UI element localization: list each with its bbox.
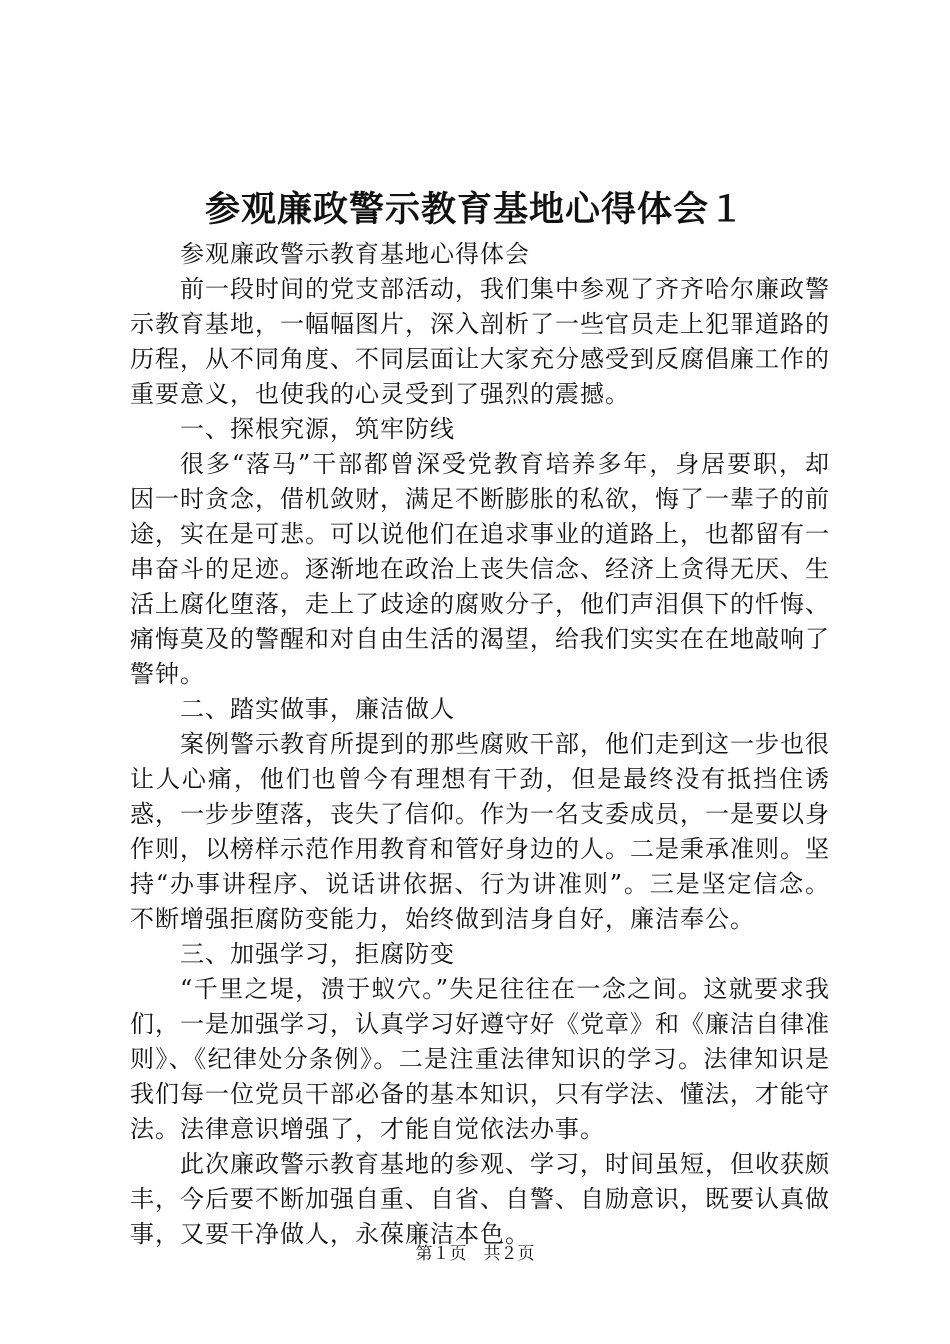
subtitle-paragraph: 参观廉政警示教育基地心得体会 (180, 240, 530, 268)
page-number-footer: 第１页 共２页 (415, 1244, 535, 1264)
section-heading-2: 二、踏实做事，廉洁做人 (180, 695, 455, 723)
conclusion-paragraph: 此次廉政警示教育基地的参观、学习，时间虽短，但收获颇丰，今后要不断加强自重、自省、自警、自励意识，既要认真做事，又要干净做人，永葆廉洁本色。 (130, 1150, 830, 1248)
section-2-paragraph: 案例警示教育所提到的那些腐败干部，他们走到这一步也很让人心痛，他们也曾今有理想有干劲，但是最终没有抵挡住诱惑，一步步堕落，丧失了信仰。作为一名支委成员，一是要以身作则，以榜样示范作用教育和管好身边的人。二是秉承准则。坚持“办事讲程序、说话讲依据、行为讲准则”。三是坚定信念。不断增强拒腐防变能力，始终做到洁身自好，廉洁奉公。 (130, 730, 830, 933)
section-1-paragraph: 很多“落马”干部都曾深受党教育培养多年，身居要职，却因一时贪念，借机敛财，满足不断膨胀的私欲，悔了一辈子的前途，实在是可悲。可以说他们在追求事业的道路上，也都留有一串奋斗的足迹。逐渐地在政治上丧失信念、经济上贪得无厌、生活上腐化堕落，走上了歧途的腐败分子，他们声泪俱下的忏悔、痛悔莫及的警醒和对自由生活的渴望，给我们实实在在地敲响了警钟。 (130, 450, 830, 688)
section-heading-1: 一、探根究源，筑牢防线 (180, 415, 455, 443)
document-title: 参观廉政警示教育基地心得体会１ (204, 189, 745, 230)
document-body (130, 237, 830, 1252)
intro-paragraph: 前一段时间的党支部活动，我们集中参观了齐齐哈尔廉政警示教育基地，一幅幅图片，深入剖析了一些官员走上犯罪道路的历程，从不同角度、不同层面让大家充分感受到反腐倡廉工作的重要意义，也使我的心灵受到了强烈的震撼。 (130, 275, 830, 408)
section-3-paragraph: “千里之堤，溃于蚁穴。”失足往往在一念之间。这就要求我们，一是加强学习，认真学习好遵守好《党章》和《廉洁自律准则》、《纪律处分条例》。二是注重法律知识的学习。法律知识是我们每一位党员干部必备的基本知识，只有学法、懂法，才能守法。法律意识增强了，才能自觉依法办事。 (130, 975, 830, 1143)
section-heading-3: 三、加强学习，拒腐防变 (180, 940, 455, 968)
